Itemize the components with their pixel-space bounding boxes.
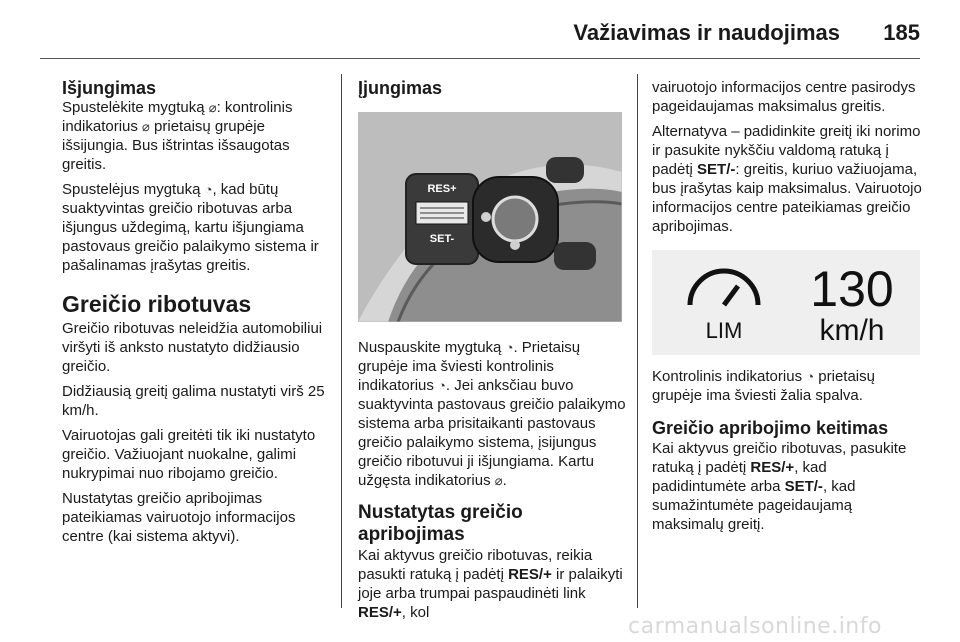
paragraph: Vairuotojas gali greitėti tik iki nustatyto greičio. Važiuojant nuokalne, galimi nukrypimai nuo ribojamo greičio. [62, 427, 316, 482]
speed-limit-display-illustration [652, 250, 920, 355]
heading-nustatytas-apribojimas: Nustatytas greičio apribojimas [358, 502, 523, 545]
paragraph: Kontrolinis indikatorius ◔ prietaisų grupėje ima šviesti žalia spalva. [652, 368, 875, 404]
paragraph: vairuotojo informacijos centre pasirodys pageidaujamas maksimalus greitis. [652, 79, 916, 115]
paragraph: Nustatytas greičio apribojimas pateikiamas vairuotojo informacijos centre (kai sistema aktyvi). [62, 490, 296, 545]
speed-unit: km/h [819, 314, 885, 347]
column-3 [652, 78, 924, 540]
res-label: RES+ [427, 183, 457, 195]
column-divider [637, 74, 638, 608]
steering-wheel-controls-illustration [358, 112, 622, 322]
heading-ijungimas: Įjungimas [358, 78, 443, 98]
page-number: 185 [883, 20, 920, 45]
speed-value: 130 [810, 261, 894, 317]
paragraph: Greičio ribotuvas neleidžia automobiliui viršyti iš anksto nustatyto didžiausio greičio. [62, 320, 323, 375]
cruise-off-icon: ⌀ [208, 100, 217, 115]
page-section-title: Važiavimas ir naudojimas [573, 20, 840, 45]
column-divider [341, 74, 342, 608]
paragraph: Nuspauskite mygtuką ◔. Prietaisų grupėje ima šviesti kontrolinis indikatorius ◔. Jei anksčiau buvo suaktyvinta pastovaus greičio palaikymo sistema arba prisitaikanti pastovaus greičio palaikymo sistema, įsijungus greičio ribotuvui ji išjungiama. Kartu užgęsta indikatorius ⌀. [358, 339, 626, 489]
column-2 [358, 78, 626, 628]
column-1 [62, 78, 330, 552]
heading-apribojimo-keitimas: Greičio apribojimo keitimas [652, 418, 889, 438]
speed-limiter-icon: ◔ [438, 378, 446, 393]
paragraph: Kai aktyvus greičio ribotuvas, pasukite ratuką į padėtį RES/+, kad padidintumėte arba SET/-, kad sumažintumėte pageidaujamą maksimalų greitį. [652, 440, 907, 533]
set-label: SET- [429, 233, 455, 245]
speed-limiter-icon: ◔ [204, 182, 213, 197]
cruise-off-icon: ⌀ [142, 119, 150, 134]
lim-label: LIM [705, 318, 743, 343]
paragraph: Spustelėjus mygtuką ◔, kad būtų suaktyvintas greičio ribotuvas arba išjungus uždegimą, kartu išjungiama pastovaus greičio palaikymo sistema ir pašalinamas įrašytas greitis. [62, 181, 319, 274]
paragraph: Alternatyva – padidinkite greitį iki norimo ir pasukite nykščiu valdomą ratuką į padėtį SET/-: greitis, kuriuo važiuojama, bus įrašytas kaip maksimalus. Vairuotojo informacijos centre pateikiamas greičio apribojimas. [652, 123, 922, 235]
paragraph: Spustelėkite mygtuką ⌀: kontrolinis indikatorius ⌀ prietaisų grupėje išsijungia. Bus ištrintas išsaugotas greitis. [62, 99, 293, 173]
header-divider [40, 58, 920, 59]
speed-limiter-icon: ◔ [806, 369, 815, 384]
watermark: carmanualsonline.info [628, 614, 882, 639]
paragraph: Kai aktyvus greičio ribotuvas, reikia pasukti ratuką į padėtį RES/+ ir palaikyti joje arba trumpai paspaudinėti link RES/+, kol [358, 547, 623, 621]
heading-greicio-ribotuvas: Greičio ribotuvas [62, 291, 252, 317]
heading-isjungimas: Išjungimas [62, 78, 157, 98]
speed-limiter-icon: ◔ [505, 340, 514, 355]
cruise-off-icon: ⌀ [494, 473, 503, 488]
paragraph: Didžiausią greitį galima nustatyti virš 25 km/h. [62, 383, 325, 419]
